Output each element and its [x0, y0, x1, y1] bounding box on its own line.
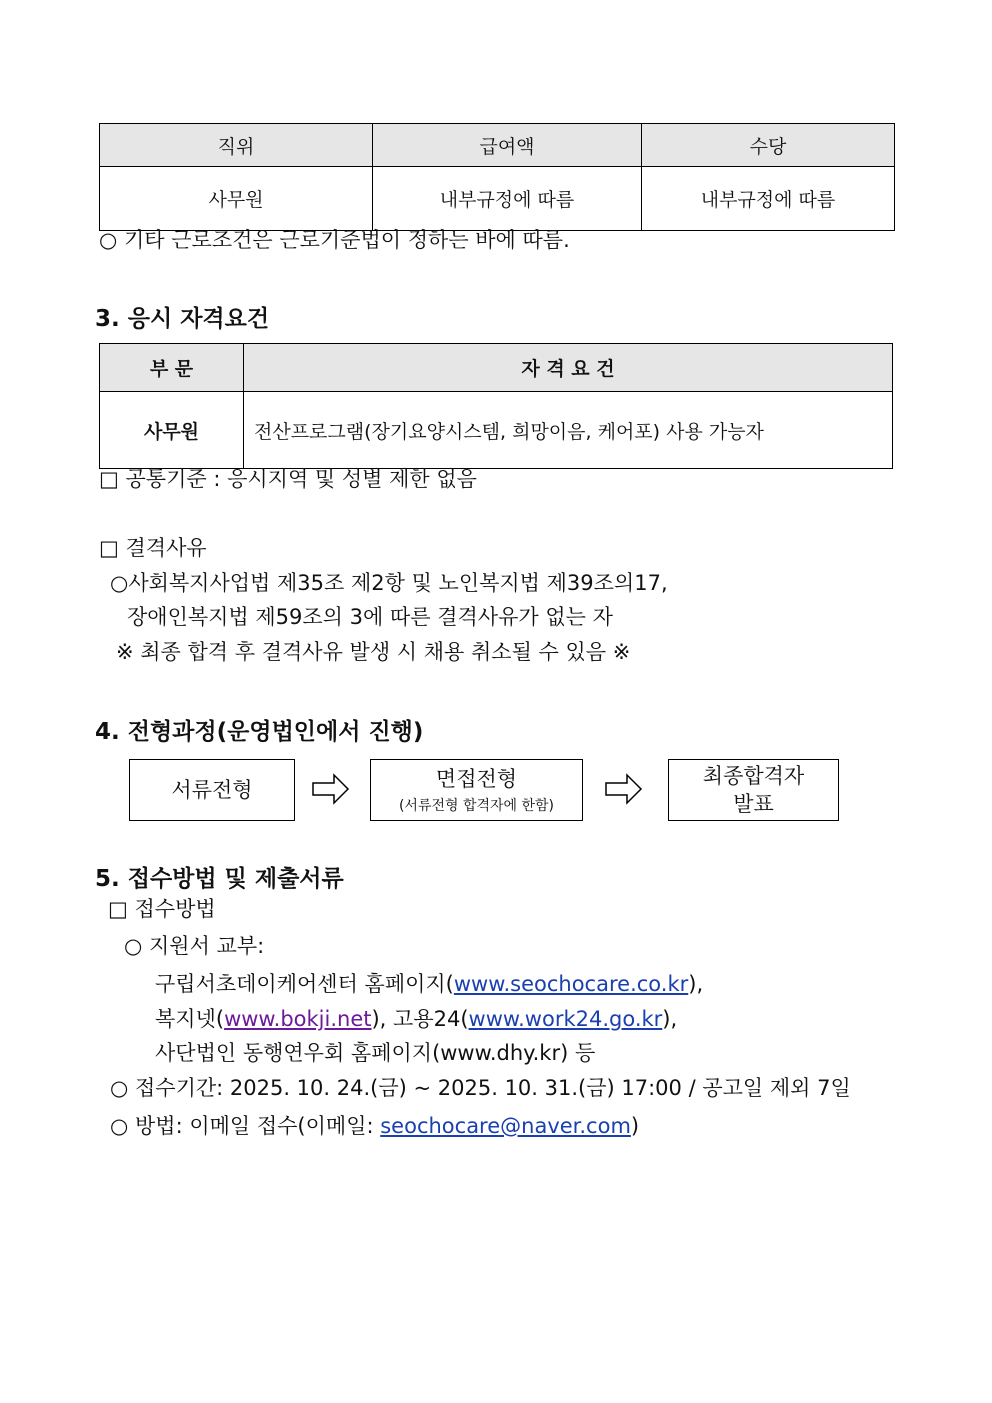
- pay-table: [99, 123, 895, 231]
- pay-cell-salary: 내부규정에 따름: [373, 167, 642, 231]
- common-criteria: □ 공통기준 : 응시지역 및 성별 제한 없음: [99, 467, 477, 491]
- note-other-conditions: ○ 기타 근로조건은 근로기준법이 정하는 바에 따름.: [99, 228, 570, 252]
- bokji-link[interactable]: www.bokji.net: [224, 1007, 372, 1031]
- req-cell-dept: 사무원: [100, 392, 244, 469]
- step2-sublabel: (서류전형 합격자에 한함): [398, 798, 555, 815]
- arrow-right-icon: [605, 773, 643, 805]
- requirements-header: [100, 344, 893, 392]
- step-final-announcement: [668, 759, 839, 821]
- step3-label-line2: 발표: [733, 792, 774, 816]
- req-cell-qual: 전산프로그램(장기요양시스템, 희망이음, 케어포) 사용 가능자: [244, 392, 893, 469]
- pay-header-allowance: 수당: [642, 124, 895, 167]
- section3-title: 3. 응시 자격요건: [95, 306, 270, 332]
- table-row: [100, 167, 895, 231]
- req-header-qual: 자 격 요 건: [244, 344, 893, 392]
- method-title: □ 접수방법: [108, 897, 216, 921]
- step-document-screening: [129, 759, 295, 821]
- method-text: ○ 방법: 이메일 접수(이메일:: [110, 1114, 381, 1138]
- pay-cell-position: 사무원: [100, 167, 373, 231]
- disqualification-line1: ○사회복지사업법 제35조 제2항 및 노인복지법 제39조의17,: [110, 571, 668, 595]
- step2-label: 면접전형: [435, 766, 518, 791]
- work24-text-end: ),: [662, 1007, 678, 1031]
- pay-cell-allowance: 내부규정에 따름: [642, 167, 895, 231]
- step-interview: [370, 759, 583, 821]
- pay-header-position: 직위: [100, 124, 373, 167]
- seochocare-link[interactable]: www.seochocare.co.kr: [453, 972, 689, 996]
- disqualification-line2: 장애인복지법 제59조의 3에 따른 결격사유가 없는 자: [127, 605, 613, 629]
- homepage-text-end: ),: [688, 972, 704, 996]
- email-link[interactable]: seochocare@naver.com: [380, 1114, 631, 1138]
- bokji-work24-line: [155, 1007, 677, 1032]
- application-period: ○ 접수기간: 2025. 10. 24.(금) ~ 2025. 10. 31.(금) 17:00 / 공고일 제외 7일: [110, 1076, 851, 1100]
- table-row: [100, 392, 893, 469]
- work24-text: ), 고용24(: [371, 1007, 469, 1031]
- application-method: [110, 1114, 639, 1139]
- disqualification-title: □ 결격사유: [99, 536, 207, 560]
- bokji-text: 복지넷(: [155, 1007, 225, 1031]
- requirements-table: [99, 343, 893, 469]
- arrow-right-icon: [312, 773, 350, 805]
- disqualification-note: ※ 최종 합격 후 결격사유 발생 시 채용 취소될 수 있음 ※: [116, 640, 631, 664]
- homepage-text: 구립서초데이케어센터 홈페이지(: [155, 972, 454, 996]
- apply-form-label: ○ 지원서 교부:: [124, 934, 265, 958]
- pay-table-header: [100, 124, 895, 167]
- section4-title: 4. 전형과정(운영법인에서 진행): [95, 719, 424, 745]
- step1-label: 서류전형: [171, 777, 253, 802]
- homepage-line: [155, 972, 703, 997]
- dhy-line: 사단법인 동행연우회 홈페이지(www.dhy.kr) 등: [155, 1041, 596, 1065]
- section5-title: 5. 접수방법 및 제출서류: [95, 866, 344, 892]
- pay-header-salary: 급여액: [373, 124, 642, 167]
- method-text-end: ): [630, 1114, 640, 1138]
- req-header-dept: 부 문: [100, 344, 244, 392]
- step3-label-line1: 최종합격자: [702, 763, 805, 788]
- work24-link[interactable]: www.work24.go.kr: [468, 1007, 663, 1031]
